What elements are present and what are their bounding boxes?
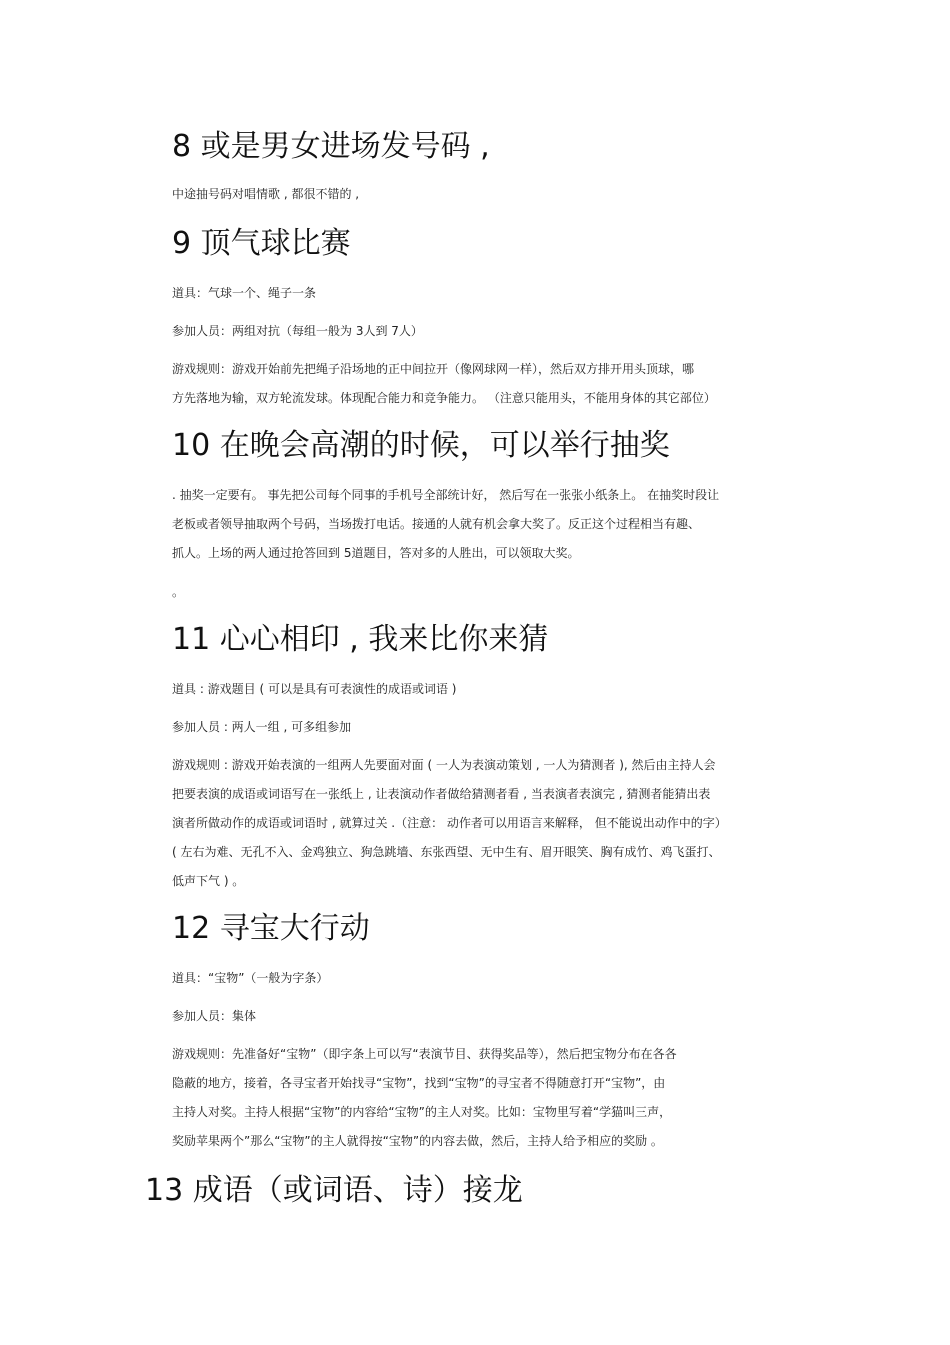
section-12-heading: 12 寻宝大行动 (172, 911, 370, 946)
section-9-line-3: 游戏规则：游戏开始前先把绳子沿场地的正中间拉开（像网球网一样），然后双方排开用头顶球，哪 (172, 362, 695, 376)
section-12-line-2: 参加人员：集体 (172, 1009, 257, 1023)
section-10-line-4: 。 (172, 585, 185, 599)
section-10-line-2: 老板或者领导抽取两个号码，当场拨打电话。接通的人就有机会拿大奖了。反正这个过程相当有趣、 (172, 517, 701, 531)
section-10-heading: 10 在晚会高潮的时候，可以举行抽奖 (172, 428, 670, 463)
section-11-line-4: 把要表演的成语或词语写在一张纸上 , 让表演动作者做给猜测者看 , 当表演者表演完 , 猜测者能猜出表 (172, 787, 711, 801)
section-9-line-4: 方先落地为输，双方轮流发球。体现配合能力和竞争能力。 （注意只能用头，不能用身体的其它部位） (172, 391, 716, 405)
section-11-line-3: 游戏规则 : 游戏开始表演的一组两人先要面对面 ( 一人为表演动策划 , 一人为猜测者 ), 然后由主持人会 (172, 758, 716, 772)
section-9-heading: 9 顶气球比赛 (172, 226, 351, 261)
section-8-heading: 8 或是男女进场发号码 , (172, 129, 490, 164)
section-11-heading: 11 心心相印 , 我来比你来猜 (172, 622, 549, 657)
section-9-line-1: 道具：气球一个、绳子一条 (172, 286, 317, 300)
section-12-line-1: 道具：“宝物”（一般为字条） (172, 971, 329, 985)
section-12-line-4: 隐蔽的地方，接着，各寻宝者开始找寻“宝物”，找到“宝物”的寻宝者不得随意打开“宝物”，由 (172, 1076, 666, 1090)
section-10-line-3: 抓人。上场的两人通过抢答回到 5道题目，答对多的人胜出，可以领取大奖。 (172, 546, 580, 560)
section-10-line-1: . 抽奖一定要有。 事先把公司每个同事的手机号全部统计好， 然后写在一张张小纸条上。 在抽奖时段让 (172, 488, 720, 502)
section-11-line-1: 道具 : 游戏题目 ( 可以是具有可表演性的成语或词语 ) (172, 682, 457, 696)
section-8-line-1: 中途抽号码对唱情歌 , 都很不错的 , (172, 187, 360, 201)
section-12-line-6: 奖励苹果两个”那么“宝物”的主人就得按“宝物”的内容去做，然后，主持人给予相应的奖励 。 (172, 1134, 663, 1148)
section-11-line-2: 参加人员 : 两人一组 , 可多组参加 (172, 720, 352, 734)
section-13-heading: 13 成语（或词语、诗）接龙 (145, 1173, 523, 1208)
section-12-line-5: 主持人对奖。主持人根据“宝物”的内容给“宝物”的主人对奖。比如：宝物里写着“学猫叫三声， (172, 1105, 672, 1119)
section-9-line-2: 参加人员：两组对抗（每组一般为 3人到 7人） (172, 324, 423, 338)
section-11-line-6: ( 左右为难、无孔不入、金鸡独立、狗急跳墙、东张西望、无中生有、眉开眼笑、胸有成竹、鸡飞蛋打、 (172, 845, 721, 859)
section-12-line-3: 游戏规则：先准备好“宝物”（即字条上可以写“表演节目、获得奖品等），然后把宝物分布在各各 (172, 1047, 677, 1061)
section-11-line-7: 低声下气 ) 。 (172, 874, 245, 888)
section-11-line-5: 演者所做动作的成语或词语时 , 就算过关 .（注意： 动作者可以用语言来解释， 但不能说出动作中的字） (172, 816, 727, 830)
